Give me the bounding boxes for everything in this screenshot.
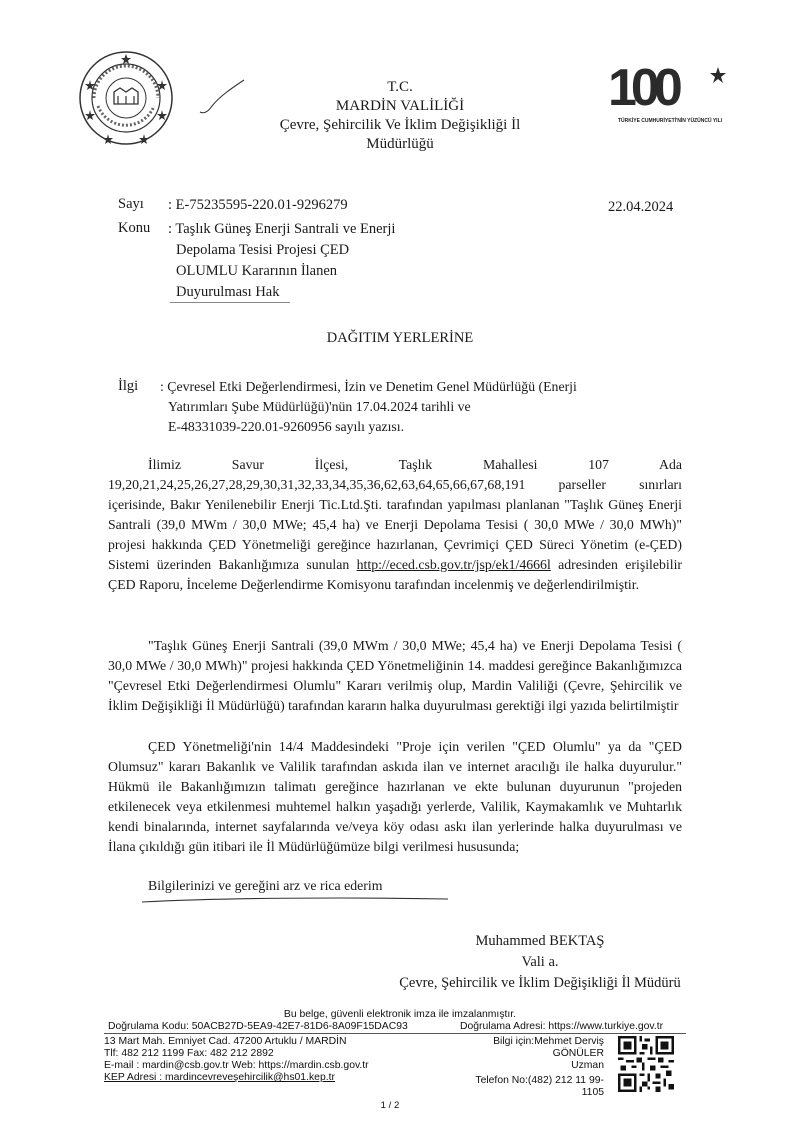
ilgi-line: Yatırımları Şube Müdürlüğü)'nün 17.04.2024 tarihli ve [168, 399, 471, 414]
body-paragraph-2: "Taşlık Güneş Enerji Santrali (39,0 MWm / 30,0 MWe; 45,4 ha) ve Enerji Depolama Tesisi ( 30,0 MWe / 30,0 MWh)" projesi hakkında ÇED Yönetmeliğinin 14. maddesi gereğince Bakanlığımızca "Çevresel Etki Değerlendirmesi Olumlu" Kararı verilmiş olup, Mardin Valiliği (Çevre, Şehircilik ve İklim Değişikliği İl Müdürlüğü) tarafından kararın halka duyurulması gerektiği ilgi yazıda belirtilmiştir [108, 638, 682, 713]
signer-name: Muhammed BEKTAŞ [475, 933, 605, 949]
info-title: Uzman [571, 1060, 604, 1071]
info-contact: Bilgi için:Mehmet Derviş [493, 1036, 604, 1047]
footer-divider [104, 1033, 686, 1034]
verify-code: Doğrulama Kodu: 50ACB27D-5EA9-42E7-81D6-8A09F15DAC93 [108, 1021, 408, 1032]
handwritten-mark [198, 78, 248, 118]
footer-contact [104, 1036, 369, 1084]
konu-value [168, 219, 395, 303]
sayi-value: : E-75235595-220.01-9296279 [168, 197, 348, 213]
footer-address: 13 Mart Mah. Emniyet Cad. 47200 Artuklu / MARDİN [104, 1036, 347, 1047]
body-paragraph-1-text: İlimiz Savur İlçesi, Taşlık Mahallesi 107 Ada 19,20,21,24,25,26,27,28,29,30,31,32,33,34,35,36,62,63,64,65,66,67,68,191 parseller sınırları içerisinde, Bakır Yenilenebilir Enerji Tic.Ltd.Şti. tarafından yapılması planlanan "Taşlık Güneş Enerji Santrali (39,0 MWm / 30,0 MWe; 45,4 ha) ve Enerji Depolama Tesisi ( 30,0 MWe / 30,0 MWh)" projesi hakkında ÇED Yönetmeliği gereğince hazırlanan, Çevrimiçi ÇED Süreci Yönetim (e-ÇED) Sistemi üzerinden Bakanlığımıza sunulan [108, 457, 682, 572]
konu-underline [170, 302, 290, 303]
ilgi-line: : Çevresel Etki Değerlendirmesi, İzin ve Denetim Genel Müdürlüğü (Enerji [160, 379, 577, 394]
signer-position: Çevre, Şehircilik ve İklim Değişikliği İl Müdürü [399, 975, 681, 991]
page-number: 1 / 2 [380, 1100, 400, 1111]
eced-report-link[interactable]: http://eced.csb.gov.tr/jsp/ek1/4666l [356, 557, 551, 572]
centennial-logo [600, 55, 740, 125]
centennial-logo-number: 100 [608, 59, 677, 115]
footer-info [470, 1036, 604, 1099]
centennial-logo-caption: TÜRKİYE CUMHURİYETİ'NİN YÜZÜNCÜ YILI [617, 118, 723, 124]
signature-block [380, 931, 700, 994]
footer-email-web: E-mail : mardin@csb.gov.tr Web: https://mardin.csb.gov.tr [104, 1060, 369, 1071]
ilgi-line: E-48331039-220.01-9260956 sayılı yazısı. [168, 419, 405, 434]
handwritten-underline [140, 894, 450, 906]
verify-address: Doğrulama Adresi: https://www.turkiye.gov.tr [460, 1021, 664, 1032]
signer-title: Vali a. [521, 954, 559, 970]
footer-kep: KEP Adresi : mardincevreveşehircilik@hs01.kep.tr [104, 1072, 335, 1083]
ministry-seal-logo [78, 50, 174, 146]
document-date: 22.04.2024 [608, 199, 674, 215]
header-tc: T.C. [387, 79, 413, 95]
konu-line: OLUMLU Kararının İlanen [176, 263, 338, 279]
header-governorship: MARDİN VALİLİĞİ [335, 98, 465, 114]
body-paragraph-1 [108, 455, 682, 595]
ilgi-value [160, 377, 577, 437]
qr-code [618, 1036, 674, 1092]
closing-sentence: Bilgilerinizi ve gereğini arz ve rica ederim [148, 878, 383, 893]
esign-note: Bu belge, güvenli elektronik imza ile imzalanmıştır. [283, 1009, 517, 1020]
header-directorate: Çevre, Şehircilik Ve İklim Değişikliği İl Müdürlüğü [279, 117, 521, 152]
info-ext: 1105 [581, 1087, 604, 1098]
konu-line: Depolama Tesisi Projesi ÇED [176, 242, 350, 258]
distribution-title: DAĞITIM YERLERİNE [326, 330, 474, 346]
body-paragraph-1-text-end: adresinden erişilebilir ÇED Raporu, İnceleme Değerlendirme Komisyonu tarafından incelenmiş ve değerlendirilmiştir. [108, 557, 682, 592]
sayi-label: Sayı [118, 196, 144, 212]
body-paragraph-3: ÇED Yönetmeliği'nin 14/4 Maddesindeki "Proje için verilen "ÇED Olumlu" ya da "ÇED Olumsuz" kararı Bakanlık ve Valilik tarafından askıda ilan ve internet aracılığı ile halka duyurulur." Hükmü ile Bakanlığımızın talimatı gereğince hazırlanan ve ekte bulunan duyurunun "projeden etkilenecek veya etkilenmesi muhtemel halkın yaşadığı yerlerde, Valilik, Kaymakamlık ve Muhtarlık kendi binalarında, internet sayfalarında ve/veya köy odası askı ilan yerlerinde halka duyurulması ve İlana çıkıldığı gün itibari ile İl Müdürlüğümüze bilgi verilmesi hususunda; [108, 739, 682, 854]
konu-line: Duyurulması Hak [176, 284, 280, 300]
ilgi-label: İlgi [118, 378, 139, 394]
info-phone: Telefon No:(482) 212 11 99- [475, 1075, 604, 1086]
info-surname: GÖNÜLER [552, 1048, 604, 1059]
footer-phone: Tlf: 482 212 1199 Fax: 482 212 2892 [104, 1048, 274, 1059]
konu-line: : Taşlık Güneş Enerji Santrali ve Enerji [168, 221, 396, 237]
konu-label: Konu [118, 220, 151, 236]
